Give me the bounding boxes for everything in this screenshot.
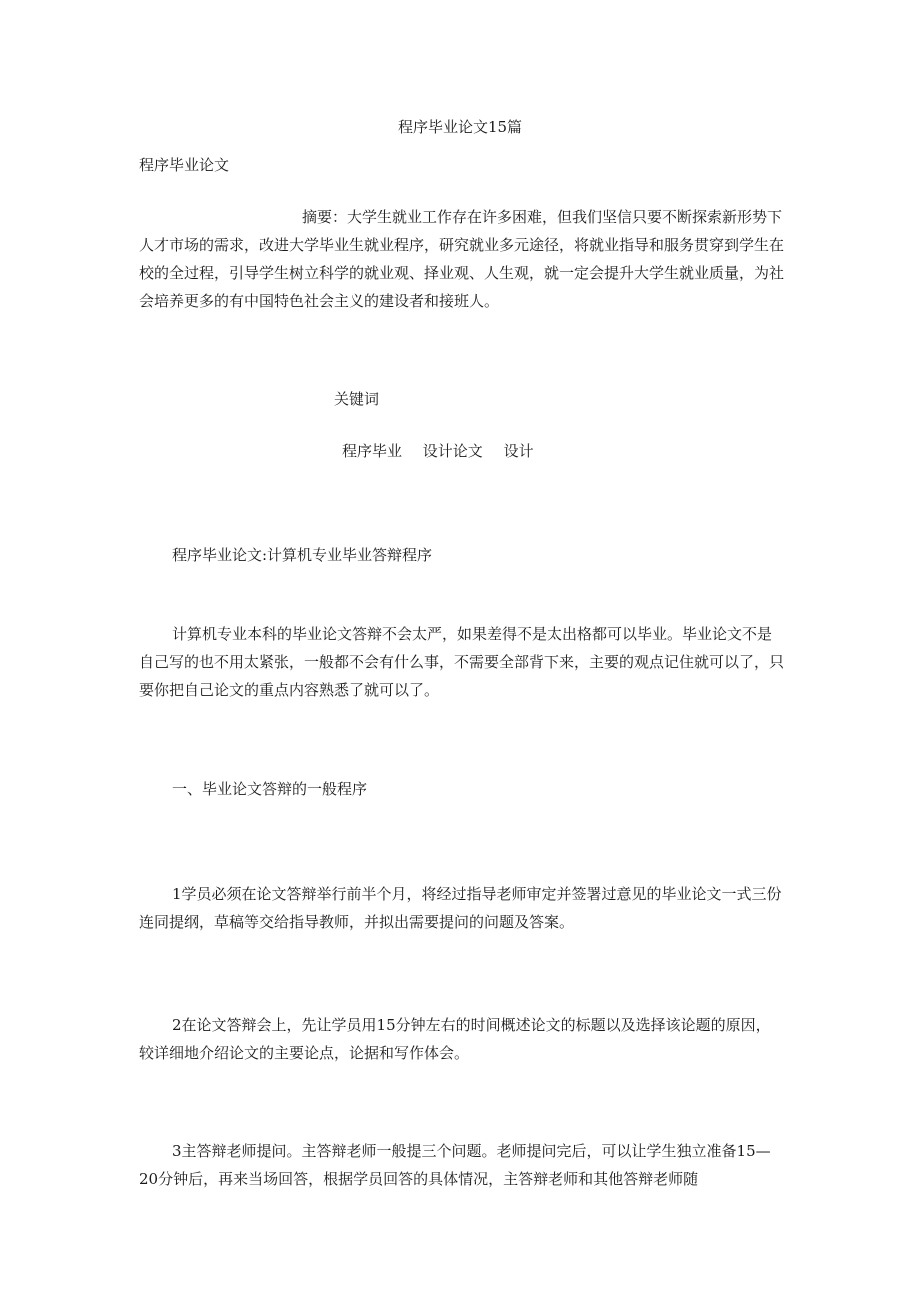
heading-general-procedure: 一、毕业论文答辩的一般程序 xyxy=(172,780,368,798)
keyword-item: 设计 xyxy=(503,442,534,460)
document-subtitle: 程序毕业论文 xyxy=(139,156,230,174)
document-title: 程序毕业论文15篇 xyxy=(397,118,523,136)
step-1-paragraph: 1学员必须在论文答辩举行前半个月，将经过指导老师审定并签署过意见的毕业论文一式三份连同提纲，草稿等交给指导教师，并拟出需要提问的问题及答案。 xyxy=(139,885,782,931)
keywords-list xyxy=(342,440,550,461)
intro-paragraph: 计算机专业本科的毕业论文答辩不会太严，如果差得不是太出格都可以毕业。毕业论文不是自己写的也不用太紧张，一般都不会有什么事，不需要全部背下来，主要的观点记住就可以了，只要你把自己论文的重点内容熟悉了就可以了。 xyxy=(139,625,785,699)
step-2-paragraph: 2在论文答辩会上，先让学员用15分钟左右的时间概述论文的标题以及选择该论题的原因，较详细地介绍论文的主要论点，论据和写作体会。 xyxy=(139,1016,771,1062)
section-title: 程序毕业论文:计算机专业毕业答辩程序 xyxy=(172,546,433,564)
keyword-item: 程序毕业 xyxy=(342,442,403,460)
abstract-paragraph: 摘要：大学生就业工作存在许多困难，但我们坚信只要不断探索新形势下人才市场的需求，改进大学毕业生就业程序，研究就业多元途径，将就业指导和服务贯穿到学生在校的全过程，引导学生树立科学的就业观、择业观、人生观，就一定会提升大学生就业质量，为社会培养更多的有中国特色社会主义的建设者和接班人。 xyxy=(139,208,785,310)
keyword-item: 设计论文 xyxy=(422,442,483,460)
step-3-paragraph: 3主答辩老师提问。主答辩老师一般提三个问题。老师提问完后，可以让学生独立准备15—20分钟后，再来当场回答，根据学员回答的具体情况，主答辩老师和其他答辩老师随 xyxy=(139,1142,771,1188)
keywords-label: 关键词 xyxy=(334,390,380,408)
